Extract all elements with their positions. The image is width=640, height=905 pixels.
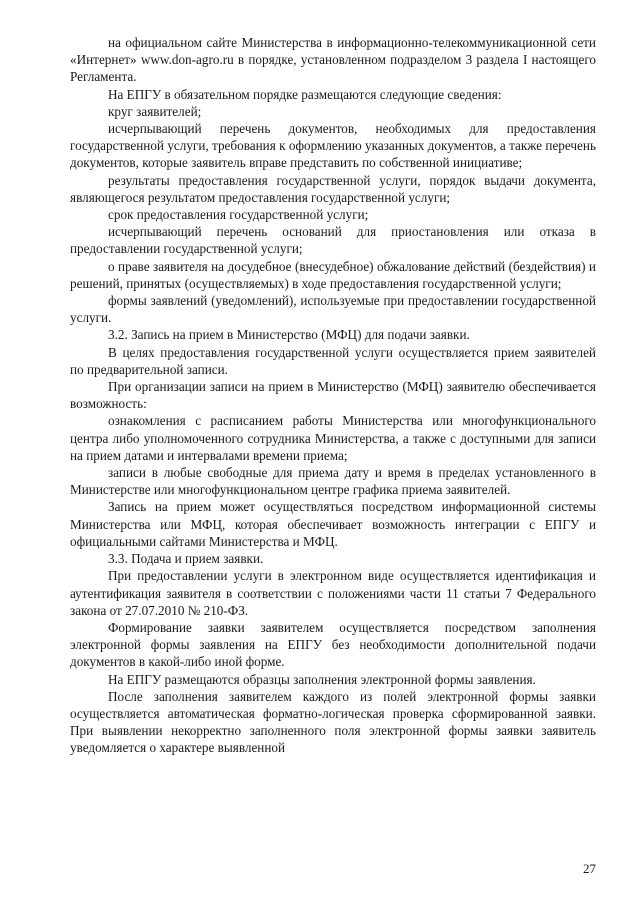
paragraph-site-info: на официальном сайте Министерства в информационно-телекоммуникационной сети «Интернет» www.don-agro.ru в порядке, установленном подразделом 3 раздела I настоящего Регламента. xyxy=(70,35,596,85)
paragraph-epgu-intro: На ЕПГУ в обязательном порядке размещаются следующие сведения: xyxy=(108,86,502,102)
paragraph-results: результаты предоставления государственной услуги, порядок выдачи документа, являющегося результатом предоставления государственной услуги; xyxy=(70,172,596,205)
paragraph-validation: После заполнения заявителем каждого из полей электронной формы заявки осуществляется автоматическая форматно-логическая проверка сформированной заявки. При выявлении некорректно заполненного поля электронной формы заявки заявитель уведомляется о характере выявленной xyxy=(70,688,596,756)
paragraph-form-filling: Формирование заявки заявителем осуществляется посредством заполнения электронной формы заявления на ЕПГУ без необходимости дополнительной подачи документов в какой-либо иной форме. xyxy=(70,619,596,670)
paragraph-appeal-right: о праве заявителя на досудебное (внесудебное) обжалование действий (бездействия) и решений, принятых (осуществляемых) в ходе предоставления государственной услуги; xyxy=(70,258,596,291)
paragraph-identification: При предоставлении услуги в электронном виде осуществляется идентификация и аутентификация заявителя в соответствии с положениями части 11 статьи 7 Федерального закона от 27.07.2010 № 210-ФЗ. xyxy=(70,568,596,618)
document-body xyxy=(70,34,596,757)
paragraph-schedule: ознакомления с расписанием работы Министерства или многофункционального центра либо уполномоченного сотрудника Министерства, а также с доступными для записи на прием датами и интервалами времени приема; xyxy=(70,413,596,463)
paragraph-applicants: круг заявителей; xyxy=(108,103,202,119)
paragraph-documents-list: исчерпывающий перечень документов, необходимых для предоставления государственной услуги, требования к оформлению указанных документов, а также перечень документов, которые заявитель вправе представить по собственной инициативе; xyxy=(70,121,596,171)
paragraph-forms: формы заявлений (уведомлений), используемые при предоставлении государственной услуги. xyxy=(70,293,596,326)
paragraph-samples: На ЕПГУ размещаются образцы заполнения электронной формы заявления. xyxy=(108,671,536,687)
page-number: 27 xyxy=(583,861,596,876)
paragraph-term: срок предоставления государственной услуги; xyxy=(108,207,369,223)
paragraph-refusal-grounds: исчерпывающий перечень оснований для приостановления или отказа в предоставлении государственной услуги; xyxy=(70,224,596,257)
paragraph-record-organization: При организации записи на прием в Министерство (МФЦ) заявителю обеспечивается возможность: xyxy=(70,379,596,412)
paragraph-info-system: Запись на прием может осуществляться посредством информационной системы Министерства или МФЦ, которая обеспечивает возможность интеграции с ЕПГУ и официальными сайтами Министерства и МФЦ. xyxy=(70,499,596,549)
section-heading-3-3: 3.3. Подача и прием заявки. xyxy=(108,551,264,567)
section-heading-3-2: 3.2. Запись на прием в Министерство (МФЦ) для подачи заявки. xyxy=(108,327,470,343)
paragraph-free-slots: записи в любые свободные для приема дату и время в пределах установленного в Министерстве или многофункциональном центре графика приема заявителей. xyxy=(70,465,596,498)
paragraph-preliminary-record: В целях предоставления государственной услуги осуществляется прием заявителей по предварительной записи. xyxy=(70,344,596,377)
